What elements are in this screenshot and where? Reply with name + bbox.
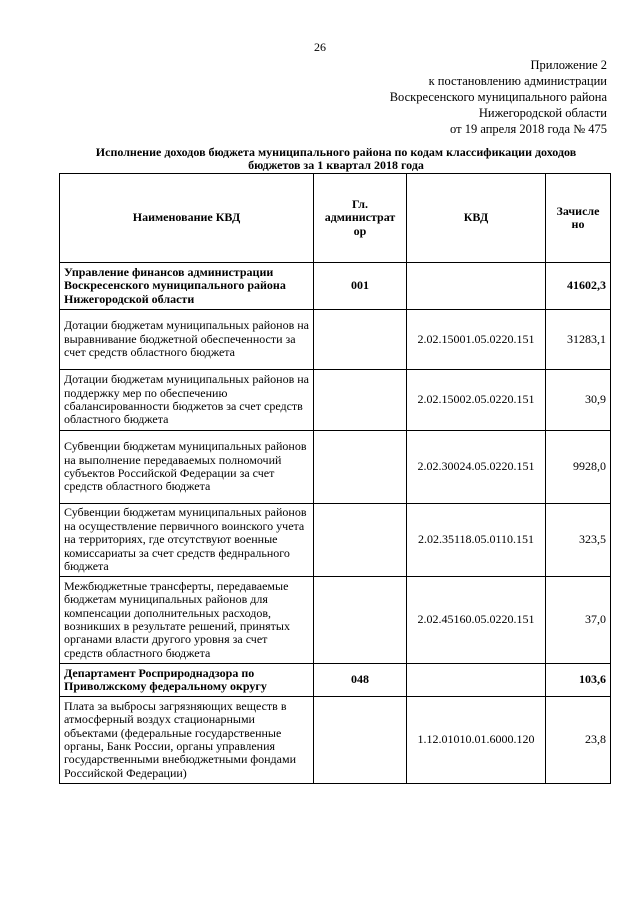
cell-admin	[314, 310, 407, 370]
cell-amount: 37,0	[546, 577, 611, 664]
cell-admin: 048	[314, 664, 407, 697]
appendix-line: Воскресенского муниципального района	[389, 90, 607, 104]
cell-kvd	[407, 664, 546, 697]
header-admin: Гл. администрат ор	[314, 174, 407, 263]
header-name: Наименование КВД	[60, 174, 314, 263]
appendix-header	[390, 57, 607, 137]
cell-admin	[314, 370, 407, 431]
cell-admin	[314, 697, 407, 784]
cell-admin	[314, 504, 407, 577]
table-row	[60, 263, 611, 310]
appendix-line: к постановлению администрации	[428, 74, 607, 88]
cell-name: Департамент Росприроднадзора по Приволжскому федеральному округу	[60, 664, 314, 697]
header-amount: Зачисле но	[546, 174, 611, 263]
table-row	[60, 310, 611, 370]
cell-name: Плата за выбросы загрязняющих веществ в атмосферный воздух стационарными объектами (федеральные государственные органы, Банк России, органы управления государственными внебюджетными фондами Российской Федерации)	[60, 697, 314, 784]
cell-admin	[314, 577, 407, 664]
appendix-line: Приложение 2	[530, 58, 607, 72]
cell-kvd: 2.02.15001.05.0220.151	[407, 310, 546, 370]
table-row	[60, 370, 611, 431]
cell-kvd: 2.02.45160.05.0220.151	[407, 577, 546, 664]
cell-name: Субвенции бюджетам муниципальных районов на выполнение передаваемых полномочий субъектов Российской Федерации за счет средств областного бюджета	[60, 431, 314, 504]
table-header-row	[60, 174, 611, 263]
cell-kvd: 2.02.30024.05.0220.151	[407, 431, 546, 504]
cell-amount: 9928,0	[546, 431, 611, 504]
table-row	[60, 697, 611, 784]
appendix-line: Нижегородской области	[478, 106, 607, 120]
table-row	[60, 504, 611, 577]
page-number: 26	[314, 40, 326, 54]
cell-kvd: 1.12.01010.01.6000.120	[407, 697, 546, 784]
cell-kvd: 2.02.35118.05.0110.151	[407, 504, 546, 577]
title-line: бюджетов за 1 квартал 2018 года	[248, 158, 424, 172]
table-row	[60, 577, 611, 664]
title-line: Исполнение доходов бюджета муниципального района по кодам классификации доходов	[95, 145, 577, 159]
cell-amount: 23,8	[546, 697, 611, 784]
cell-kvd	[407, 263, 546, 310]
cell-amount: 31283,1	[546, 310, 611, 370]
table-row	[60, 431, 611, 504]
cell-name: Субвенции бюджетам муниципальных районов на осуществление первичного воинского учета на территориях, где отсутствуют военные комиссариаты за счет средств феднрального бюджета	[60, 504, 314, 577]
appendix-line: от 19 апреля 2018 года № 475	[450, 122, 607, 136]
cell-admin: 001	[314, 263, 407, 310]
cell-amount: 41602,3	[546, 263, 611, 310]
cell-amount: 103,6	[546, 664, 611, 697]
table-row	[60, 664, 611, 697]
cell-amount: 30,9	[546, 370, 611, 431]
document-title	[62, 146, 610, 172]
header-kvd: КВД	[407, 174, 546, 263]
revenue-table	[59, 173, 611, 784]
cell-name: Дотации бюджетам муниципальных районов на выравнивание бюджетной обеспеченности за счет средств областного бюджета	[60, 310, 314, 370]
cell-admin	[314, 431, 407, 504]
cell-name: Управление финансов администрации Воскресенского муниципального района Нижегородской области	[60, 263, 314, 310]
cell-amount: 323,5	[546, 504, 611, 577]
cell-name: Межбюджетные трансферты, передаваемые бюджетам муниципальных районов для компенсации дополнительных расходов, возникших в результате решений, принятых органами власти другого уровня за счет средств областного бюджета	[60, 577, 314, 664]
cell-kvd: 2.02.15002.05.0220.151	[407, 370, 546, 431]
cell-name: Дотации бюджетам муниципальных районов на поддержку мер по обеспечению сбалансированности бюджетов за счет средств областного бюджета	[60, 370, 314, 431]
